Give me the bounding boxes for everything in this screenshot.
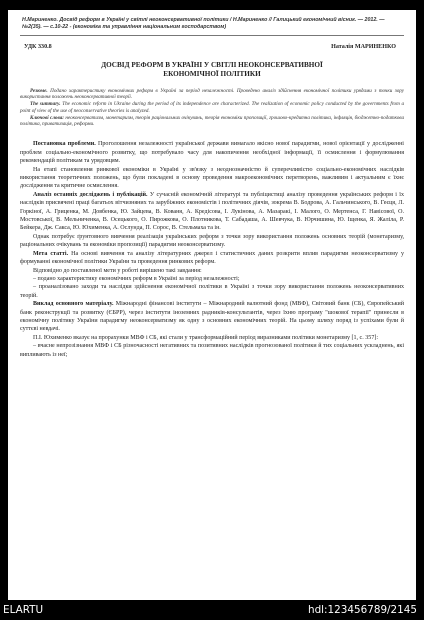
keywords (20, 115, 404, 128)
summary-uk-text: Подано характеристику економічних реформ в Україні за період незалежності. Проведено аналіз здійснення економічної політики урядами з точки зору використання положень неоконсервативної теорії. (20, 87, 405, 100)
repository-name: ELARTU (3, 604, 44, 616)
article-body (20, 140, 404, 359)
body-paragraph: – подано характеристику економічних реформ в Україні за період незалежності; (33, 275, 240, 282)
section-label-review: Аналіз останніх досліджень і публікацій. (33, 191, 148, 198)
paper-page (8, 10, 416, 600)
title-line-2: ЕКОНОМІЧНОЇ ПОЛІТИКИ (163, 69, 261, 78)
section-label-main: Виклад основного матеріалу. (33, 301, 114, 308)
paragraph-text: На основі вивчення та аналізу літературних джерел і статистичних даних розкрити вплив парадигми неоконсерватизму у формуванні економічної політики України та проведення ринкових реформ. (20, 250, 405, 266)
paragraph-text: Проголошення незалежності української держави вимагало якісно нової парадигми, нової орієнтації у дослідженні проблем соціально-економічного розвитку, що потребувало часу для накопичення необхідної інформації, її осмислення і формулювання рекомендацій політикам та урядовцям. (20, 141, 404, 165)
body-paragraph: – проаналізовано заходи та наслідки здійснення економічної політики в Україні з точки зору використання положень неоконсервативних теорій. (20, 284, 404, 299)
summary-en (20, 101, 404, 114)
body-paragraph: Відповідно до поставленої мети у роботі вирішено такі завдання: (33, 267, 202, 274)
title-line-1: ДОСВІД РЕФОРМ В УКРАЇНІ У СВІТЛІ НЕОКОНСЕРВАТИВНОЇ (101, 60, 323, 69)
running-header: Н.Мариненко. Досвід реформ в Україні у світлі неоконсервативної політики / Н.Мариненко // Галицький економічний вісник. — 2012. — №2(35). — с.10-22 - (економіка та управління національним господарством) (20, 15, 404, 36)
summary-uk (20, 88, 404, 101)
scan-footer (0, 604, 424, 618)
handle-id: hdl:123456789/2145 (307, 604, 417, 616)
summary-en-label: The summary. (30, 101, 61, 108)
article-title (20, 61, 404, 79)
section-label-problem: Постановка проблеми. (33, 141, 96, 148)
paragraph-text: Міжнародні фінансові інститути – Міжнародний валютний фонд (МВФ), Світовий банк (СБ), Європейський банк реконструкції та розвитку (ЄБРР), через інститути іноземних радників-консультантів, через їхню програму "шокової терапії" принесли в економічну політику України парадигму неоконсерватизму як одну з основних економічних теорій. На цьому шляху поряд із успіхами були й суттєві невдачі. (20, 301, 404, 333)
abstract-block (20, 88, 404, 128)
body-paragraph: – вчасне непрозізнання МВФ і СБ різночасності негативних та позитивних наслідків прогнозованої політики й тих соціальних ускладнень, які випливають із неї; (20, 343, 404, 358)
paragraph-text: У сучасній економічній літературі та публіцистиці аналізу проведення українських реформ і їх наслідків присвячені праці багатьох вітчизняних та зарубіжних економістів і політичних діячів, зокрема В. Бодрова, А. Гальчинського, В. Геєця, Л. Горкіної, А. Гриценка, М. Довбенка, Ю. Зайцева, В. Кованя, А. Кредісова, І. Лукінова, А. Мазаракі, І. Малого, О. Мертенса, Г. Навісової, О. Мостовської, В. Мельниченка, В. Осецького, О. Пирожкова, О. Плотникова, Т. Сабадаша, А. Шевчука, В. Юрчишина, Ю. Іщенка, Я. Жаліла, Р. Бейкера, Дж. Сакса, Ю. Юхименка, А. Ослунда, П. Сорос, В. Стельмаха та ін. (20, 191, 405, 232)
body-paragraph (20, 300, 404, 334)
body-paragraph: Однак потребує ґрунтовного вивчення реалізація українських реформ з точки зору використання положень основних теорій (монетаризму, раціональних очікувань та економіки пропозиції) парадигми неоконсерватизму. (20, 233, 404, 249)
summary-uk-label: Резюме. (30, 87, 48, 94)
body-paragraph (20, 250, 404, 267)
udc-code: УДК 330.8 (24, 43, 52, 50)
body-paragraph: П.І. Юхименко вказує на прорахунки МВФ і СБ, які стали у трансформаційний період виразниками політики монетаризму [1, с. 357]: (33, 334, 379, 341)
body-paragraph: На етапі становлення ринкової економіки в Україні у зв'язку з неоднозначністю й суперечливістю соціально-економічних наслідків використання теоретичних положень, що були покладені в основу проведення макроекономічних перетворень, важливим і актуальним є їхнє дослідження та критичне осмислення. (20, 166, 404, 190)
author-name: Наталія МАРИНЕНКО (331, 43, 396, 50)
body-paragraph (20, 191, 404, 233)
meta-row (24, 44, 396, 50)
section-label-goal: Мета статті. (33, 250, 69, 257)
keywords-text: неоконсерватизм, монетаризм, теорія раціональних очікувань, теорія економіки пропозиції, грошово-кредитна політика, інфляція, бюджетно-податкова політика, приватизація, реформи. (20, 114, 405, 128)
keywords-label: Ключові слова: (30, 114, 64, 121)
body-paragraph (20, 140, 404, 165)
summary-en-text: The economic reform in Ukraine during the period of its independence are characterized. The realization of economic policy conducted by the governments from a point of view of the use of neoconservative theories is analyzed. (20, 101, 405, 114)
